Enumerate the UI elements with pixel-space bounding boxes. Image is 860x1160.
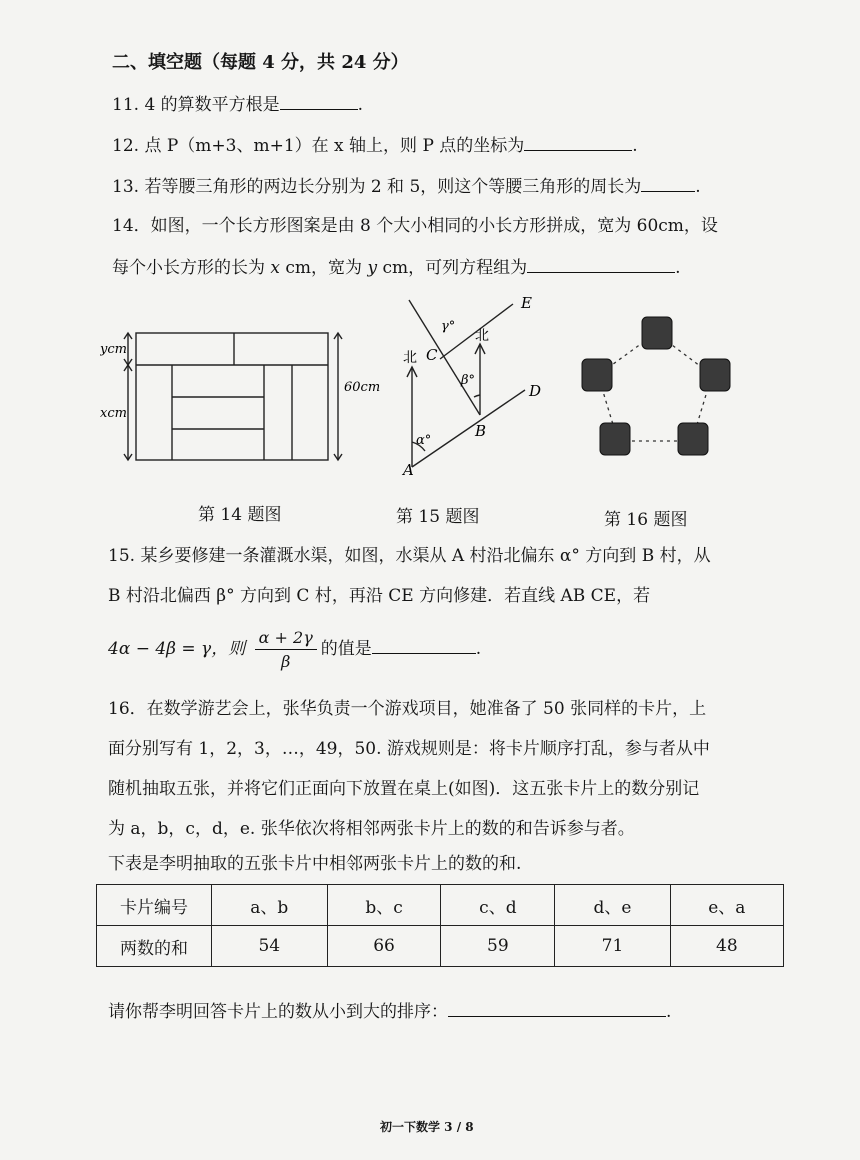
q15-fraction (255, 628, 317, 671)
q14-var-x: x (270, 258, 280, 278)
table-col-ea: e、a (670, 885, 783, 926)
q14-var-y: y (367, 258, 378, 278)
fig15-label-E: E (521, 294, 532, 312)
final-answer-blank[interactable] (448, 1002, 666, 1017)
fig14-label-y: ycm (100, 342, 127, 357)
q16-line3: 随机抽取五张，并将它们正面向下放置在桌上(如图)．这五张卡片上的数分别记 (108, 779, 700, 799)
fig14-label-60: 60cm (344, 380, 381, 395)
fig15-label-C: C (426, 346, 438, 364)
card-top (642, 317, 672, 349)
final-question (108, 1002, 671, 1021)
fig15-label-B: B (475, 422, 487, 440)
table-col-ab: a、b (212, 885, 328, 926)
table-header-label: 卡片编号 (97, 885, 212, 926)
table-col-de: d、e (555, 885, 670, 926)
fig15-alpha: α° (416, 433, 432, 448)
sum-table (96, 884, 784, 967)
q14-end: . (675, 258, 681, 278)
figure-14 (100, 325, 390, 470)
q16-line5: 下表是李明抽取的五张卡片中相邻两张卡片上的数的和. (108, 854, 522, 874)
card-right (700, 359, 730, 391)
q12-text: 12. 点 P（m+3、m+1）在 x 轴上，则 P 点的坐标为 (112, 136, 525, 156)
fig15-north-A: 北 (403, 350, 417, 366)
fig15-caption: 第 15 题图 (396, 507, 480, 527)
fig16-caption: 第 16 题图 (604, 510, 688, 530)
figure-16 (570, 305, 740, 475)
fig15-north-B: 北 (475, 328, 489, 344)
table-sum-row (97, 926, 784, 967)
q13-text: 13. 若等腰三角形的两边长分别为 2 和 5，则这个等腰三角形的周长为 (112, 177, 642, 197)
card-left (582, 359, 612, 391)
q14-line2-c: cm，可列方程组为 (377, 258, 528, 278)
final-end: . (666, 1002, 672, 1022)
q11-answer-blank[interactable] (280, 95, 358, 110)
q12-answer-blank[interactable] (524, 136, 632, 151)
q14-line2-b: cm，宽为 (280, 258, 363, 278)
table-sum-cd: 59 (441, 926, 555, 967)
fig15-label-D: D (529, 382, 542, 400)
table-sum-ea: 48 (670, 926, 783, 967)
table-sum-de: 71 (555, 926, 670, 967)
fig15-beta: β° (461, 373, 476, 388)
q11-end: . (357, 95, 364, 115)
question-11 (112, 95, 363, 114)
table-sum-bc: 66 (327, 926, 441, 967)
q15-line3-b: 的值是 (320, 639, 372, 660)
q13-end: . (695, 177, 701, 197)
table-col-cd: c、d (441, 885, 555, 926)
q15-line3 (108, 628, 481, 671)
table-sum-ab: 54 (212, 926, 328, 967)
q14-answer-blank[interactable] (527, 258, 675, 273)
q15-frac-den: β (281, 652, 291, 672)
q16-line1: 16．在数学游艺会上，张华负责一个游戏项目，她准备了 50 张同样的卡片，上 (108, 699, 707, 719)
q12-end: . (632, 136, 638, 156)
q15-end: . (475, 639, 482, 660)
q13-answer-blank[interactable] (641, 177, 695, 192)
q16-line4: 为 a，b，c，d，e. 张华依次将相邻两张卡片上的数的和告诉参与者。 (108, 819, 635, 839)
table-header-row (97, 885, 784, 926)
fig15-gamma: γ° (441, 319, 456, 334)
question-13 (112, 177, 701, 196)
table-col-bc: b、c (327, 885, 441, 926)
section-header: 二、填空题（每题 4 分，共 24 分） (112, 52, 409, 73)
q14-line2-a: 每个小长方形的长为 (112, 258, 265, 278)
fig14-label-x: xcm (100, 406, 127, 421)
q15-line1: 15. 某乡要修建一条灌溉水渠，如图，水渠从 A 村沿北偏东 α° 方向到 B 村，从 (108, 546, 711, 566)
page-footer: 初一下数学 3 / 8 (380, 1120, 474, 1134)
table-row-label: 两数的和 (97, 926, 212, 967)
card-bottom-left (600, 423, 630, 455)
final-text: 请你帮李明回答卡片上的数从小到大的排序： (108, 1002, 448, 1022)
figure-15 (395, 292, 555, 482)
q16-line2: 面分别写有 1，2，3，…，49，50. 游戏规则是：将卡片顺序打乱，参与者从中 (108, 739, 710, 759)
q11-text: 11. 4 的算数平方根是 (112, 95, 280, 115)
q15-frac-num: α + 2γ (255, 628, 317, 650)
q15-answer-blank[interactable] (372, 639, 476, 654)
card-bottom-right (678, 423, 708, 455)
q15-line3-a: 4α − 4β = γ，则 (108, 639, 246, 660)
fig15-label-A: A (403, 461, 414, 479)
q14-line1: 14．如图，一个长方形图案是由 8 个大小相同的小长方形拼成，宽为 60cm，设 (112, 216, 718, 236)
question-12 (112, 136, 638, 155)
q15-line2: B 村沿北偏西 β° 方向到 C 村，再沿 CE 方向修建．若直线 AB CE，若 (108, 586, 651, 606)
q14-line2 (112, 258, 681, 277)
fig14-caption: 第 14 题图 (198, 505, 282, 525)
